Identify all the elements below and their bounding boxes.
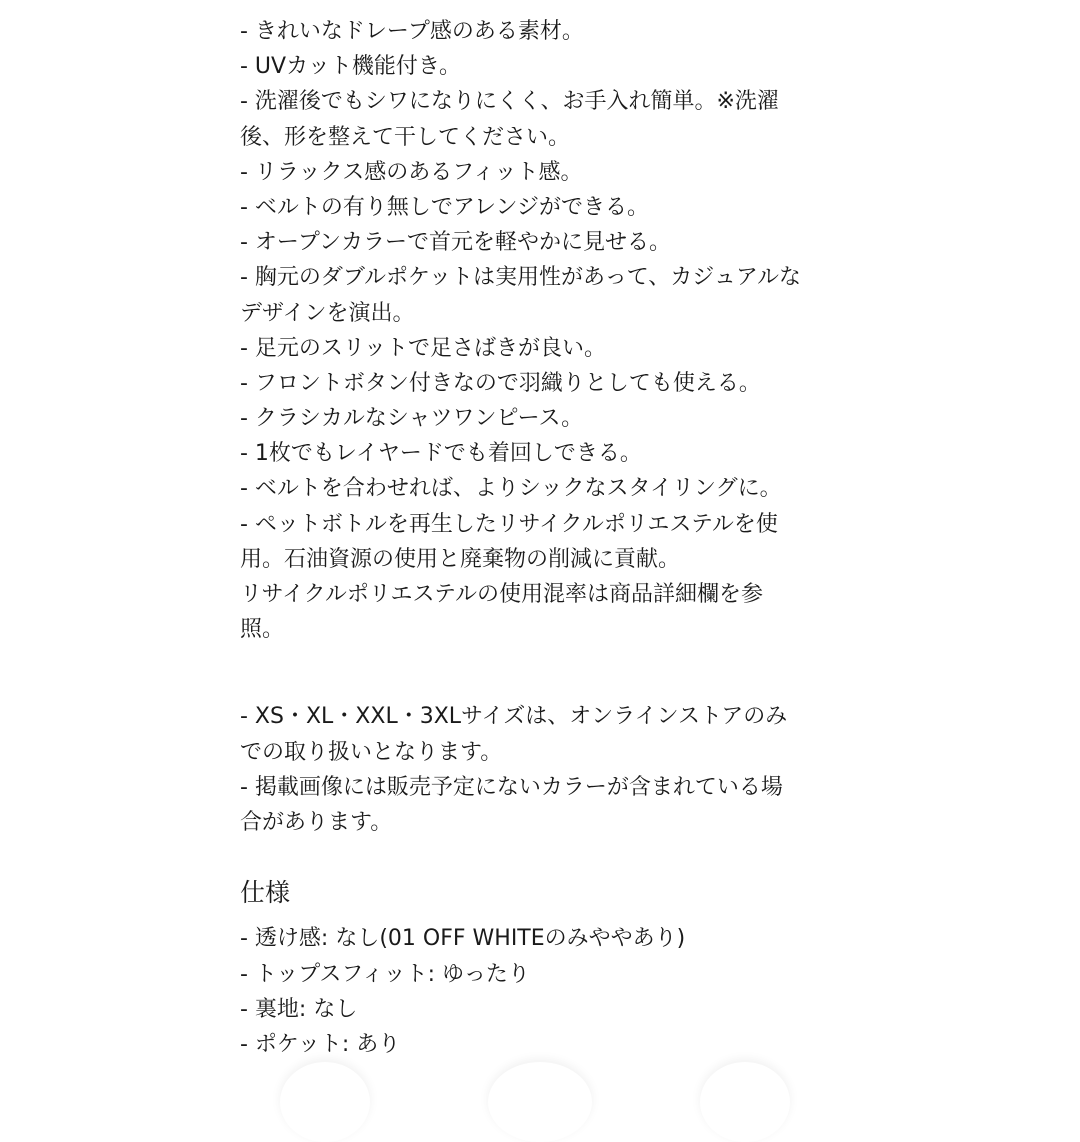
floating-button[interactable] [488, 1062, 592, 1142]
feature-line: 用。石油資源の使用と廃棄物の削減に貢献。 [240, 546, 681, 572]
feature-line: - オープンカラーで首元を軽やかに見せる。 [240, 230, 671, 256]
feature-line: - きれいなドレープ感のある素材。 [240, 19, 584, 44]
feature-line: リサイクルポリエステルの使用混率は商品詳細欄を参 [240, 582, 763, 607]
spacer [240, 840, 840, 873]
feature-line: - 胸元のダブルポケットは実用性があって、カジュアルな [240, 265, 801, 291]
spec-line: - 透け感: なし(01 OFF WHITEのみややあり) [240, 926, 686, 952]
feature-line: デザインを演出。 [240, 300, 415, 326]
notes-list [240, 699, 840, 840]
feature-line: - UVカット機能付き。 [240, 54, 461, 80]
spec-heading: 仕様 [240, 878, 291, 908]
feature-line: 照。 [240, 617, 285, 643]
feature-line: - ベルトを合わせれば、よりシックなスタイリングに。 [240, 476, 782, 502]
feature-line: - 足元のスリットで足さばきが良い。 [240, 335, 607, 361]
feature-line: - 1枚でもレイヤードでも着回しできる。 [240, 441, 642, 467]
spec-line: - トップスフィット: ゆったり [240, 961, 530, 987]
feature-list [240, 14, 840, 647]
spec-line: - 裏地: なし [240, 996, 358, 1022]
spec-list [240, 921, 840, 1063]
spec-line: - ポケット: あり [240, 1032, 401, 1058]
feature-line: - クラシカルなシャツワンピース。 [240, 406, 584, 432]
spacer [240, 647, 840, 699]
note-line: 合があります。 [240, 809, 393, 835]
feature-line: - ペットボトルを再生したリサイクルポリエステルを使 [240, 511, 778, 537]
feature-line: - リラックス感のあるフィット感。 [240, 159, 583, 185]
product-description [240, 14, 840, 1063]
note-line: - XS・XL・XXL・3XLサイズは、オンラインストアのみ [240, 704, 788, 730]
floating-button[interactable] [280, 1062, 370, 1142]
note-line: - 掲載画像には販売予定にないカラーが含まれている場 [240, 774, 783, 800]
feature-line: 後、形を整えて干してください。 [240, 124, 571, 150]
feature-line: - 洗濯後でもシワになりにくく、お手入れ簡単。※洗濯 [240, 89, 779, 115]
note-line: での取り扱いとなります。 [240, 739, 503, 765]
floating-button[interactable] [700, 1062, 790, 1142]
feature-line: - フロントボタン付きなので羽織りとしても使える。 [240, 370, 761, 396]
feature-line: - ベルトの有り無しでアレンジができる。 [240, 194, 649, 220]
